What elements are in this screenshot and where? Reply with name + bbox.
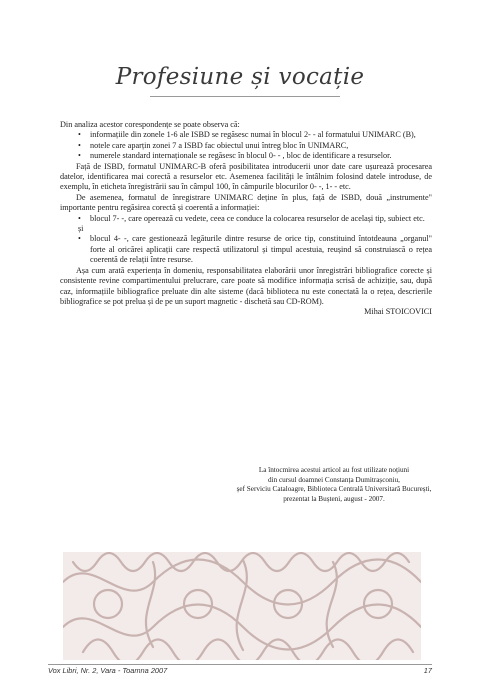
page-footer — [48, 666, 432, 675]
note-line: La întocmirea acestui articol au fost utilizate noțiuni — [258, 466, 410, 474]
list-item: • informațiile din zonele 1-6 ale ISBD se regăsesc numai în blocul 2- - al formatului UNIMARC (B), — [90, 130, 432, 140]
article-body — [60, 120, 432, 318]
decorative-floral-pattern — [63, 552, 421, 660]
page-number: 17 — [423, 666, 432, 675]
list-item: • notele care aparțin zonei 7 a ISBD fac obiectul unui întreg bloc în UNIMARC, — [90, 141, 432, 151]
list-item: • numerele standard internaționale se regăsesc în blocul 0- - , bloc de identificare a resurselor. — [90, 151, 432, 161]
paragraph-unimarc-b: Față de ISBD, formatul UNIMARC-B oferă posibilitatea introducerii unor date care ușurează procesarea datelor, identificarea mai corectă a resurselor etc. Asemenea facilități le întâlnim folosind datele introduse, de exemplu, în eticheta înregistrării sau în câmpul 100, în câmpurile blocurilor 0- -, 1- - etc. — [60, 161, 432, 192]
conjunction-text: și — [78, 224, 84, 234]
intro-paragraph: Din analiza acestor corespondențe se poate observa că: — [60, 120, 240, 129]
paragraph-instruments: De asemenea, formatul de înregistrare UNIMARC deține în plus, față de ISBD, două „instrumente" importante pentru regăsirea corectă și coerentă a informației: — [60, 192, 432, 213]
list-item: • blocul 7- -, care operează cu vedete, ceea ce conduce la colocarea resurselor de același tip, subiect etc. — [90, 214, 432, 224]
list-block-7 — [60, 214, 432, 224]
acknowledgement-note — [236, 466, 432, 504]
note-line: din cursul doamnei Constanța Dumitrașconiu, — [268, 475, 400, 484]
note-line: șef Serviciu Cataloagre, Biblioteca Centrală Universitară București, — [236, 485, 432, 494]
footer-divider — [48, 664, 432, 665]
note-line: prezentat la Bușteni, august - 2007. — [283, 494, 385, 503]
page-title: Profesiune și vocație — [115, 64, 365, 90]
paragraph-experience: Așa cum arată experiența în domeniu, responsabilitatea elaborării unor înregistrări bibliografice corecte și consistente revine compartimentului prelucrare, care poate să modifice informația scrisă de achiziție, sau, după caz, informațiile bibliografice preluate din alte sisteme (dacă biblioteca nu este conectată la o rețea, descrierile bibliografice se pot prelua și de pe un suport magnetic - dischetă sau CD-ROM). — [60, 265, 432, 306]
journal-issue: Vox Libri, Nr. 2, Vara - Toamna 2007 — [48, 666, 168, 675]
title-underline — [150, 96, 340, 97]
list-item: • blocul 4- -, care gestionează legăturile dintre resurse de orice tip, constituind întotdeauna „organul" forte al oricărei aplicații care respectă utilizatorul și timpul acestuia, reușind să construiască o rețea coerentă de relații între resurse. — [90, 234, 432, 265]
author-signature: Mihai STOICOVICI — [364, 307, 432, 317]
list-block-4 — [60, 234, 432, 265]
list-isbd-correspondences — [60, 130, 432, 161]
